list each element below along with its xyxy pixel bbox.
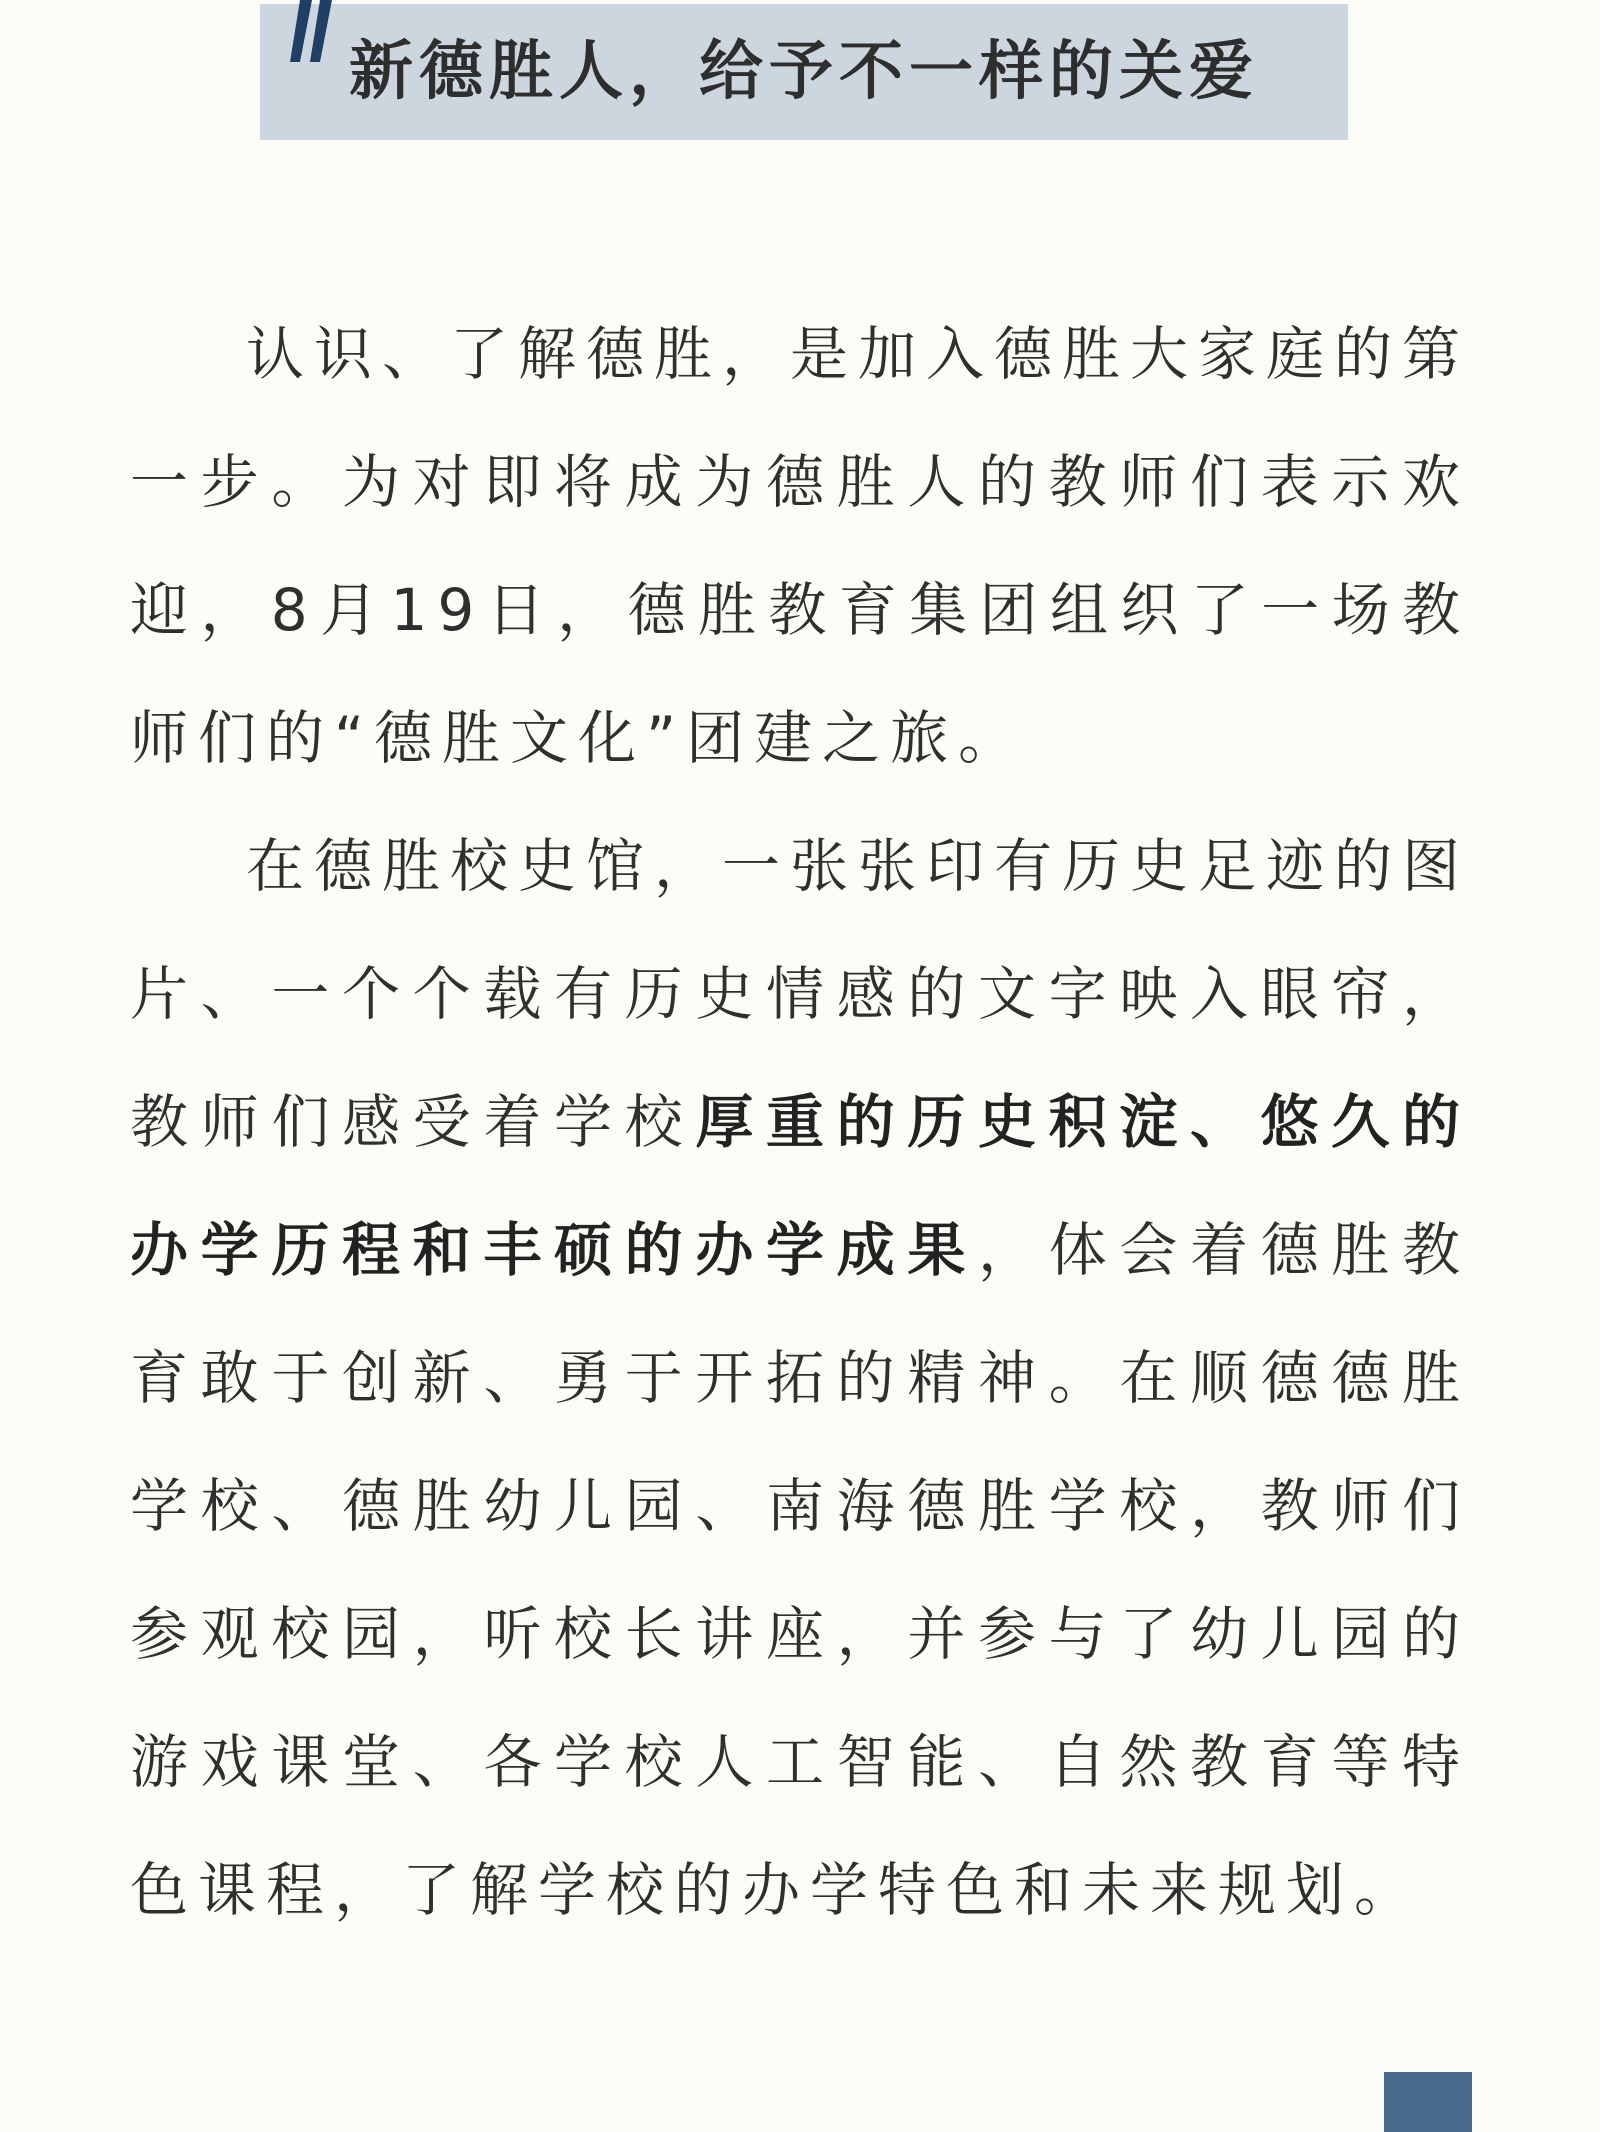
- article-body: [130, 290, 1470, 1954]
- section-title-banner: [260, 4, 1348, 140]
- decorative-corner-block: [1384, 2072, 1472, 2132]
- paragraph-2-text-before: 在德胜校史馆，一张张印有历史足迹的图片、一个个载有历史情感的文字映入眼帘，教师们感受着学校: [130, 832, 1471, 1156]
- quote-mark-icon: [290, 0, 334, 62]
- article-paragraph-1: 认识、了解德胜，是加入德胜大家庭的第一步。为对即将成为德胜人的教师们表示欢迎，8月19日，德胜教育集团组织了一场教师们的“德胜文化”团建之旅。: [130, 320, 1471, 772]
- paragraph-2-highlight: 厚重的历史积淀、悠久的办学历程和丰硕的办学成果: [130, 1088, 1470, 1284]
- article-paragraph-2: [130, 802, 1470, 1954]
- section-title: 新德胜人，给予不一样的关爱: [349, 35, 1259, 109]
- paragraph-2-text-after: ，体会着德胜教育敢于创新、勇于开拓的精神。在顺德德胜学校、德胜幼儿园、南海德胜学校，教师们参观校园，听校长讲座，并参与了幼儿园的游戏课堂、各学校人工智能、自然教育等特色课程，了解学校的办学特色和未来规划。: [130, 1216, 1470, 1924]
